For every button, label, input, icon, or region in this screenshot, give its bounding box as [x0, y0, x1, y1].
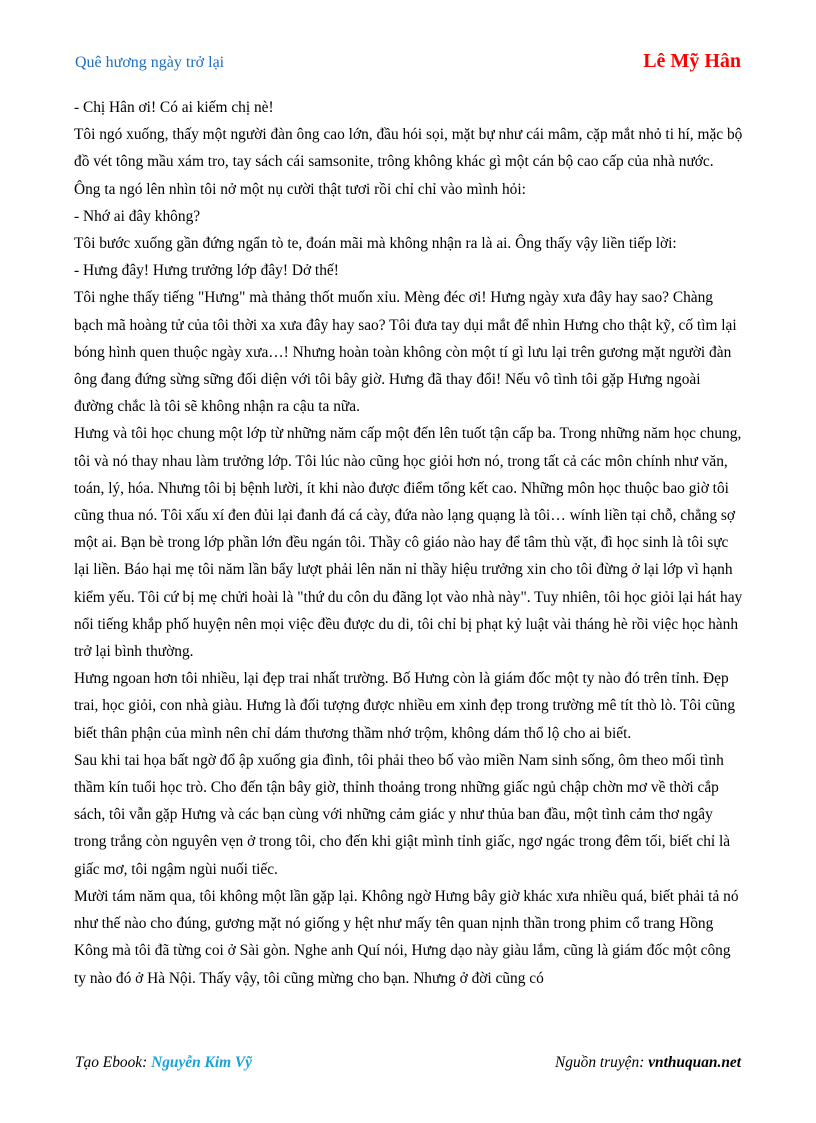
- source-credit: Nguồn truyện: vnthuquan.net: [554, 1054, 741, 1071]
- paragraph: Hưng và tôi học chung một lớp từ những năm cấp một đến lên tuốt tận cấp ba. Trong những năm học chung, tôi và nó thay nhau làm trưởng lớp. Tôi lúc nào cũng học giỏi hơn nó, trong tất cả các môn chính như văn, toán, lý, hóa. Nhưng tôi bị bệnh lười, ít khi nào được điểm tổng kết cao. Những môn học thuộc bao giờ tôi cũng thua nó. Tôi xấu xí đen đủi lại đanh đá cá cày, đứa nào lạng quạng là tôi… wính liền tại chỗ, chẳng sợ một ai. Bạn bè trong lớp phần lớn đều ngán tôi. Thầy cô giáo nào hay để tâm thù vặt, đì học sinh là tôi sực lại liền. Báo hại mẹ tôi năm lần bẩy lượt phải lên năn nỉ thầy hiệu trưởng xin cho tôi đừng ở lại lớp vì hạnh kiểm yếu. Tôi cứ bị mẹ chửi hoài là "thứ du côn du đãng lọt vào nhà này". Tuy nhiên, tôi học giỏi lại hát hay nổi tiếng khắp phố huyện nên mọi việc đều được du di, tôi chỉ bị phạt kỷ luật vài tháng hè rồi việc học hành trở lại bình thường.: [74, 425, 743, 661]
- paragraph: - Nhớ ai đây không?: [74, 207, 201, 225]
- ebook-label: Tạo Ebook: [75, 1054, 143, 1071]
- paragraph: Mười tám năm qua, tôi không một lần gặp lại. Không ngờ Hưng bây giờ khác xưa nhiều quá, biết phải tả nó như thế nào cho đúng, gương mặt nó giống y hệt như mấy tên quan nịnh thần trong phim cổ trang Hồng Kông mà tôi đã từng coi ở Sài gòn. Nghe anh Quí nói, Hưng dạo này giàu lắm, cũng là giám đốc một công ty nào đó ở Hà Nội. Thấy vậy, tôi cũng mừng cho bạn. Nhưng ở đời cũng có: [74, 887, 739, 987]
- paragraph: Tôi bước xuống gần đứng ngẩn tò te, đoán mãi mà không nhận ra là ai. Ông thấy vậy liền tiếp lời:: [74, 235, 677, 253]
- source-label: Nguồn truyện: [554, 1054, 640, 1071]
- paragraph: Tôi ngó xuống, thấy một người đàn ông cao lớn, đầu hói sọi, mặt bự như cái mâm, cặp mắt nhỏ ti hí, mặc bộ đồ vét tông mầu xám tro, tay sách cái samsonite, trông không khác gì một cán bộ cao cấp của nhà nước. Ông ta ngó lên nhìn tôi nở một nụ cười thật tươi rồi chỉ chỉ vào mình hỏi:: [74, 126, 743, 198]
- source-site: vnthuquan.net: [648, 1054, 741, 1071]
- paragraph: - Chị Hân ơi! Có ai kiếm chị nè!: [74, 99, 274, 116]
- paragraph: Sau khi tai họa bất ngờ đổ ập xuống gia đình, tôi phải theo bố vào miền Nam sinh sống, ôm theo mối tình thầm kín tuổi học trò. Cho đến tận bây giờ, thỉnh thoảng trong những giấc ngủ chập chờn mơ về thời cắp sách, tôi vẫn gặp Hưng và các bạn cùng với những cảm giác y như thủa ban đầu, một tình cảm thơ ngây trong trắng còn nguyên vẹn ở trong tôi, cho đến khi giật mình tỉnh giấc, ngơ ngác trong đêm tối, biết chỉ là giấc mơ, tôi ngậm ngùi nuối tiếc.: [74, 751, 731, 878]
- author-name: Lê Mỹ Hân: [643, 50, 741, 72]
- ebook-credit: Tạo Ebook: Nguyễn Kim Vỹ: [75, 1054, 253, 1071]
- story-body: [74, 94, 743, 992]
- paragraph: Hưng ngoan hơn tôi nhiều, lại đẹp trai nhất trường. Bố Hưng còn là giám đốc một ty nào đó trên tỉnh. Đẹp trai, học giỏi, con nhà giàu. Hưng là đối tượng được nhiều em xinh đẹp trong trường mê tít thò lò. Tôi cũng biết thân phận của mình nên chỉ dám thương thầm nhớ trộm, không dám thổ lộ cho ai biết.: [74, 670, 736, 742]
- story-title: Quê hương ngày trở lại: [75, 54, 225, 71]
- ebook-creator: Nguyễn Kim Vỹ: [151, 1054, 253, 1071]
- paragraph: - Hưng đây! Hưng trưởng lớp đây! Dở thế!: [74, 262, 339, 280]
- paragraph: Tôi nghe thấy tiếng "Hưng" mà thảng thốt muốn xỉu. Mèng đéc ơi! Hưng ngày xưa đây hay sao? Chàng bạch mã hoàng tử của tôi thời xa xưa đây hay sao? Tôi đưa tay dụi mắt để nhìn Hưng cho thật kỹ, cố tìm lại bóng hình quen thuộc ngày xưa…! Nhưng hoàn toàn không còn một tí gì lưu lại trên gương mặt người đàn ông đang đứng sừng sững đối diện với tôi bây giờ. Hưng đã thay đổi! Nếu vô tình tôi gặp Hưng ngoài đường chắc là tôi sẽ không nhận ra cậu ta nữa.: [74, 289, 737, 416]
- page-footer: [75, 1054, 741, 1078]
- page-header: [75, 50, 741, 76]
